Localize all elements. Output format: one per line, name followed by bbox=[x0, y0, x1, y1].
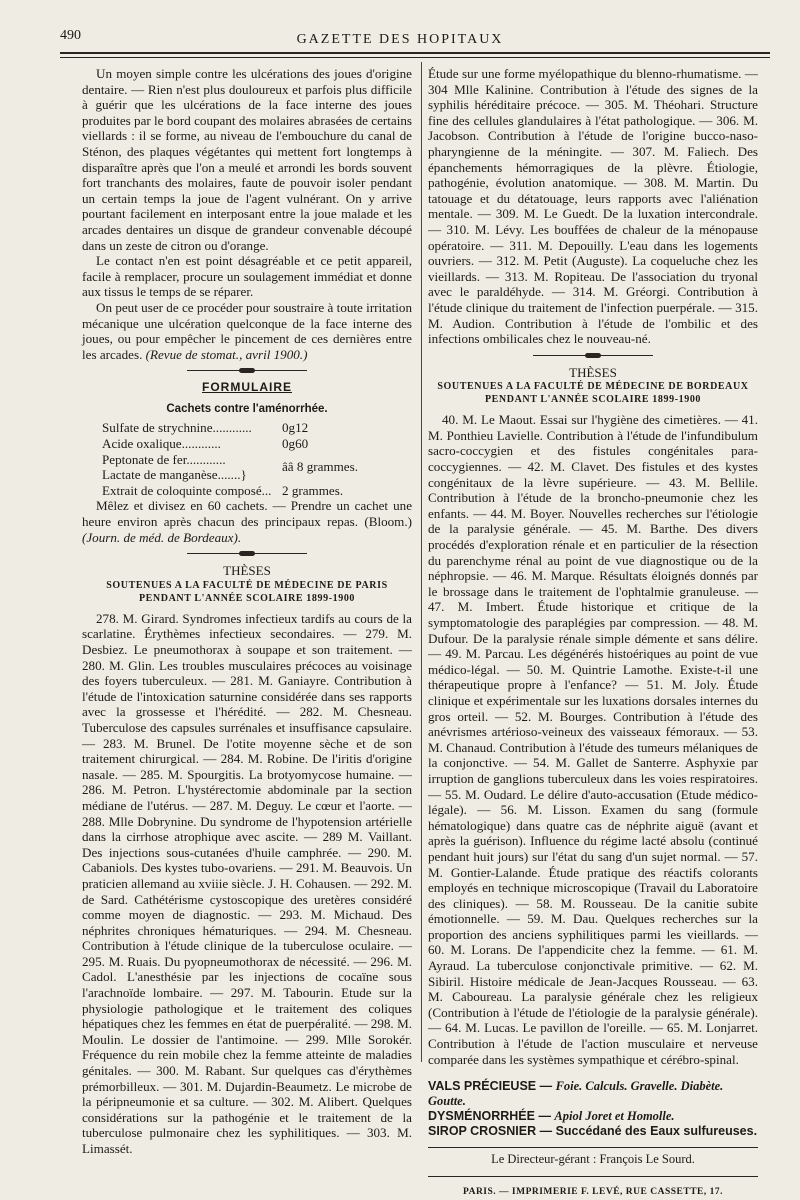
recipe-ingredient bbox=[82, 483, 412, 499]
ingredient-name: Peptonate de fer............ bbox=[102, 451, 226, 467]
theses-bordeaux-title: THÈSES bbox=[569, 364, 617, 380]
section-divider bbox=[533, 353, 653, 359]
column-divider bbox=[421, 62, 422, 1062]
ad-line: SIROP CROSNIER — Succédané des Eaux sulfureuses. bbox=[428, 1124, 758, 1139]
recipe-ingredient bbox=[82, 420, 412, 436]
theses-bordeaux-list: 40. M. Le Maout. Essai sur l'hygiène des cimetières. — 41. M. Ponthieu Lavielle. Contribution à l'étude de l'infundibulum sacro-coccygien et des fistules congénitales para-coccygiennes. — 42. M. Clavet. Des fistules et des kystes congénitaux de la lèvre supérieure. — 43. M. Bellile. Contribution à l'étude de la broncho-pneumonie chez les enfants. — 44. M. Boyer. Nouvelles recherches sur l'étiologie de la paralysie générale. — 45. M. Barthe. Des divers procédés d'exploration rénale et en particulier de la résection du parenchyme rénal au point de vue diagnostique ou de la néphropsie. — 46. M. Marque. Résultats éloignés donnés par le brossage dans le traitement de l'ophtalmie granuleuse. — 47. M. Imbert. Étude historique et critique de la symptomatologie des paraplégies par compression. — 48. M. Dufour. De la paralysie rénale simple démente et sans délire. — 49. M. Parcau. Les dégénérés histoériques au point de vue médico-légal. — 50. M. Quintrie Lamothe. Existe-t-il une thérapeutique propre à l'enfance? — 51. M. Joly. Étude clinique et expérimentale sur les luxations dorsales internes du gros orteil. — 52. M. Bourges. Contribution à l'étude des anévrismes artérioso-veineux des vaisseaux fémoraux. — 53. M. Chanaud. Contribution à l'étude des tumeurs mélaniques de la conjonctive. — 54. M. Gallet de Santerre. Asphyxie par irruption de ganglions tuberculeux dans les voies respiratoires. — 55. M. Oudard. Le délire d'auto-accusation (Etude médico-légale). — 56. M. Lisson. Examen du sang (formule hématologique) dans quatre cas de néphrite aiguë (avant et après la guérison). Influence du régime lacté absolu (continué pendant huit jours) sur l'état du sang d'un sujet normal. — 57. M. Gontier-Lalande. Étude pratique des réactifs colorants employés en technique microscopique (Travail du Laboratoire des cliniques). — 58. M. Rousseau. De la canitie subite émotionnelle. — 59. M. Dau. Quelques recherches sur la proportion des anciens syphilitiques parmi les vieillards. — 60. M. Lorans. De l'appendicite chez la femme. — 61. M. Ayraud. La tuberculose conjonctivale primitive. — 62. M. Sibiril. Histoire médicale de Jean-Jacques Rousseau. — 63. M. Caboureau. La paralysie générale chez les religieux (Contribution à l'étude de l'étiologie de la paralysie générale). — 64. M. Lucas. Le pavillon de l'oreille. — 65. M. Lonjarret. Contribution à l'étude de l'action musculaire et nerveuse comparée dans les systèmes sympathique et cérébro-spinal. bbox=[428, 412, 758, 1067]
formulaire-title: FORMULAIRE bbox=[202, 380, 292, 395]
header-rule bbox=[60, 52, 770, 54]
ad-brand: SIROP CROSNIER bbox=[428, 1124, 537, 1139]
recipe-instructions: Mêlez et divisez en 60 cachets. — Prendre un cachet une heure environ après chacun des principaux repas. (Bloom.) (Journ. de méd. de Bordeaux). bbox=[82, 498, 412, 545]
theses-paris-title: THÈSES bbox=[223, 563, 271, 579]
theses-paris-list: 278. M. Girard. Syndromes infectieux tardifs au cours de la scarlatine. Érythèmes infectieux secondaires. — 279. M. Desbiez. Le pneumothorax à soupape et son traitement. — 280. M. Glin. Les troubles musculaires précoces au voisinage des foyers tuberculeux. — 281. M. Ganiayre. Contribution à l'étude de l'intoxication saturnine considérée dans ses rapports avec la grossesse et l'hérédité. — 282. M. Chesneau. Tuberculose des capsules surrénales et insuffisance capsulaire. — 283. M. Brunel. De l'otite moyenne sèche et de son traitement chirurgical. — 284. M. Robine. De l'iritis d'origine nasale. — 285. M. Spourgitis. La brotyomycose humaine. — 286. M. Petron. L'hystérectomie abdominale par la section médiane de l'utérus. — 287. M. Deguy. Le cœur et l'aorte. — 288. Mlle Dobrynine. Du syndrome de l'hypotension artérielle dans la cirrhose atrophique avec ascite. — 289 M. Vaillant. Des injections sous-cutanées d'huile camphrée. — 290. M. Cabaniols. Des kystes tubo-ovariens. — 291. M. Beauvois. Un praticien allemand au xviiie siècle. J. H. Cohausen. — 292. M. de Sard. Cathétérisme cystoscopique des uretères considéré comme moyen de diagnostic. — 293. M. Michaud. Des néphrites chroniques hématuriques. — 294. M. Chesneau. Contribution à l'étude clinique de la tuberculose oculaire. — 295. M. Ruais. Du pyopneumothorax de nécessité. — 296. M. Cadol. L'anesthésie par les injections de cocaïne sous l'arachnoïde lombaire. — 297. M. Tabourin. Etude sur la physiologie pathologique et le traitement des coliques hépatiques chez les femmes en état de puerpéralité. — 298. M. Moulin. Le dossier de l'antimoine. — 299. Mlle Sorokér. Fréquence du rein mobile chez la femme atteinte de maladies génitales. — 300. M. Rabant. Sur quelques cas d'érythèmes prémorbilleux. — 301. M. Dujardin-Beaumetz. Le microbe de la péripneumonie et sa culture. — 302. M. Alibert. Quelques considérations sur la pathogénie et le traitement de la tuberculose pulmonaire chez les syphilitiques. — 303. M. Limassét. bbox=[82, 610, 412, 1156]
ad-text: Foie. Calculs. Gravelle. Diabète. Goutte. bbox=[428, 1079, 724, 1109]
section-divider bbox=[187, 551, 307, 557]
footer-rule bbox=[428, 1176, 758, 1177]
ad-text: Apiol Joret et Homolle. bbox=[554, 1109, 675, 1124]
ad-text: Succédané des Eaux sulfureuses. bbox=[555, 1124, 758, 1139]
running-title: GAZETTE DES HOPITAUX bbox=[296, 32, 504, 47]
ingredient-name: Extrait de coloquinte composé... bbox=[102, 482, 272, 498]
page-number: 490 bbox=[60, 28, 81, 43]
theses-paris-continuation: Étude sur une forme myélopathique du blenno-rhumatisme. — 304 Mlle Kalinine. Contribution à l'étude des signes de la syphilis héréditaire précoce. — 305. M. Théohari. Structure fine des cellules glandulaires à l'état pathologique. — 306. M. Jacobson. Contribution à l'étude de l'origine bucco-naso-pharyngienne de la méningite. — 307. M. Faliech. Des épanchements hémorragiques de la plèvre. Étiologie, pathogénie, évolution anatomique. — 308. M. Martin. Du tatouage et du détatouage, leurs rapports avec l'aliénation mentale. — 309. M. Le Guedt. De la luxation intercondrale. — 310. M. Lévy. Les bouffées de chaleur de la ménopause opératoire. — 311. M. Depouilly. L'eau dans les logements ouvriers. — 312. M. Petit (Auguste). La coqueluche chez les vieillards. — 313. M. Ropiteau. De l'association du tryonal avec le paraldéhyde. — 314. M. Gréorgi. Contribution à l'étude clinique du traitement de l'infection puerpérale. — 315. M. Audion. Contribution à l'étude de l'ombilic et des infections ombilicales chez le nouveau-né. bbox=[428, 66, 758, 347]
theses-bordeaux-subtitle: SOUTENUES A LA FACULTÉ DE MÉDECINE DE BORDEAUX bbox=[437, 381, 749, 393]
recipe-ingredient bbox=[82, 436, 412, 452]
recipe-ingredient-group bbox=[82, 452, 412, 483]
ingredient-name: Acide oxalique............ bbox=[102, 436, 221, 452]
ingredient-name: Sulfate de strychnine............ bbox=[102, 420, 252, 436]
ad-line: VALS PRÉCIEUSE — Foie. Calculs. Gravelle. Diabète. Goutte. bbox=[428, 1079, 724, 1109]
ingredient-quantity: ââ 8 grammes. bbox=[282, 459, 358, 475]
section-divider bbox=[187, 368, 307, 374]
theses-paris-subtitle: SOUTENUES A LA FACULTÉ DE MÉDECINE DE PARIS bbox=[106, 579, 388, 591]
theses-paris-subtitle: PENDANT L'ANNÉE SCOLAIRE 1899-1900 bbox=[138, 592, 356, 604]
article-paragraph: On peut user de ce procéder pour soustraire à toute irritation mécanique une ulcération quelconque de la face interne des joues, ou pour empêcher le pincement de ces dernières entre les arcades. (Revue de stomat., avril 1900.) bbox=[82, 299, 412, 362]
director-line: Le Directeur-gérant : François Le Sourd. bbox=[491, 1152, 695, 1167]
ad-brand: VALS PRÉCIEUSE bbox=[428, 1079, 537, 1094]
footer-rule bbox=[428, 1147, 758, 1148]
header-rule-thin bbox=[60, 57, 770, 58]
recipe-title: Cachets contre l'aménorrhée. bbox=[166, 402, 328, 415]
theses-bordeaux-subtitle: PENDANT L'ANNÉE SCOLAIRE 1899-1900 bbox=[484, 394, 702, 406]
article-source: (Revue de stomat., avril 1900.) bbox=[145, 346, 308, 362]
left-column bbox=[82, 66, 412, 1157]
ingredient-quantity: 2 grammes. bbox=[282, 482, 344, 498]
ingredient-name: Lactate de manganèse.......} bbox=[102, 467, 247, 483]
printer-line: PARIS. — IMPRIMERIE F. LEVÉ, RUE CASSETTE, 17. bbox=[462, 1186, 723, 1197]
right-column bbox=[428, 66, 758, 1200]
article-paragraph: Un moyen simple contre les ulcérations des joues d'origine dentaire. — Rien n'est plus douloureux et parfois plus difficile à guérir que les ulcérations de la face interne des joues produites par le bord coupant des molaires abrasées de certains viellards : il se forme, au niveau de l'embouchure du canal de Sténon, des plaques végétantes qui mettent fort longtemps à disparaître après que l'on a meulé et arrondi les bords souvent fort tranchants des molaires, faute de pouvoir isoler pendant un certain temps la joue de l'agent vulnérant. On y arrive pourtant facilement en interposant entre la joue malade et les arcades dentaires un disque de grandeur convenable découpé dans un zeste de citron ou d'orange. bbox=[82, 66, 412, 253]
ad-brand: DYSMÉNORRHÉE bbox=[428, 1109, 535, 1124]
recipe-source: (Journ. de méd. de Bordeaux). bbox=[82, 529, 242, 545]
ad-line: DYSMÉNORRHÉE — Apiol Joret et Homolle. bbox=[428, 1109, 675, 1124]
advertisements bbox=[428, 1079, 758, 1139]
ingredient-quantity: 0g12 bbox=[282, 420, 309, 436]
ingredient-quantity: 0g60 bbox=[282, 436, 309, 452]
article-paragraph: Le contact n'en est point désagréable et ce petit appareil, facile à remplacer, procure un soulagement immédiat et donne aux tissus le temps de se réparer. bbox=[82, 253, 412, 300]
